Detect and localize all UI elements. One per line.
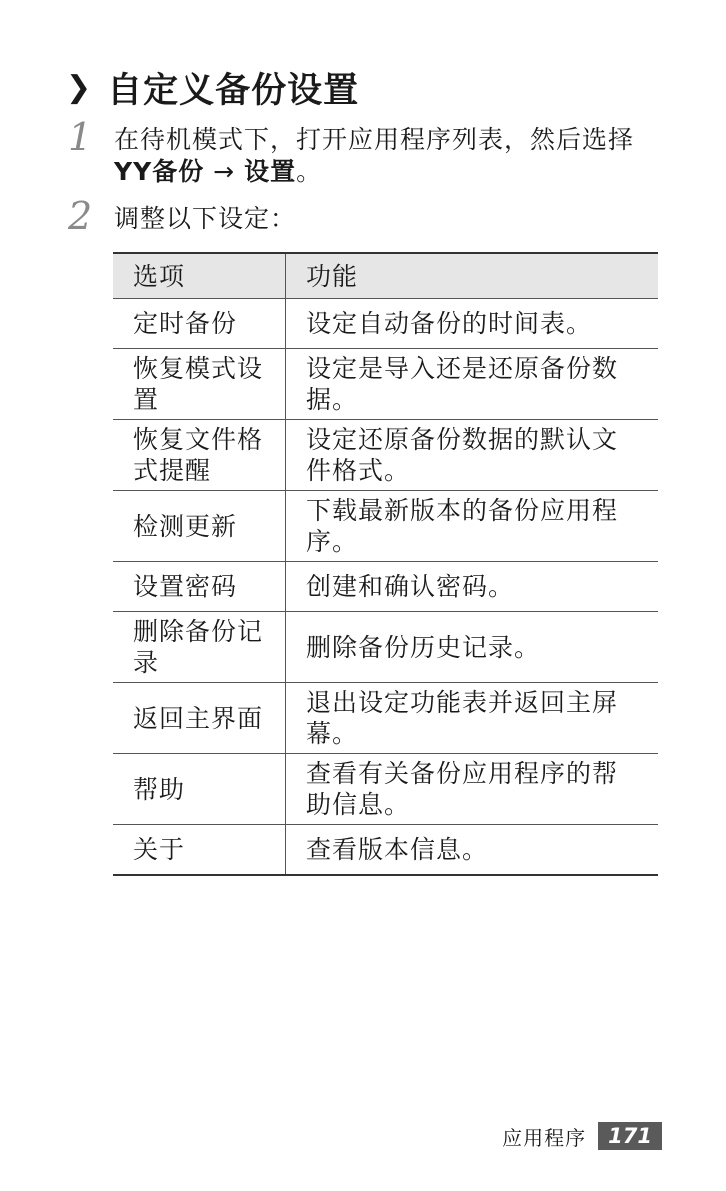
option-cell: 检测更新 xyxy=(113,491,286,562)
option-cell: 帮助 xyxy=(113,754,286,825)
table-header-row xyxy=(113,253,658,299)
option-cell: 恢复模式设置 xyxy=(113,349,286,420)
function-cell: 创建和确认密码。 xyxy=(286,562,659,612)
function-cell: 设定是导入还是还原备份数据。 xyxy=(286,349,659,420)
function-cell: 设定还原备份数据的默认文件格式。 xyxy=(286,420,659,491)
menu-item-settings: 设置 xyxy=(244,157,297,186)
page-title: 自定义备份设置 xyxy=(107,71,360,111)
step-text xyxy=(114,124,654,188)
option-cell: 删除备份记录 xyxy=(113,612,286,683)
option-cell: 关于 xyxy=(113,825,286,875)
table-row xyxy=(113,612,658,683)
column-header-function: 功能 xyxy=(286,253,659,299)
step-text-intro: 在待机模式下，打开应用程序列表，然后选择 xyxy=(114,125,635,154)
table-row xyxy=(113,299,658,349)
function-cell: 设定自动备份的时间表。 xyxy=(286,299,659,349)
menu-item-app: YY备份 xyxy=(114,157,205,186)
step-text: 调整以下设定： xyxy=(114,204,297,233)
step-text-end: 。 xyxy=(296,157,323,186)
table-row xyxy=(113,420,658,491)
table-row xyxy=(113,754,658,825)
option-cell: 设置密码 xyxy=(113,562,286,612)
step-number: 1 xyxy=(68,115,93,159)
column-header-option: 选项 xyxy=(113,253,286,299)
arrow-separator: → xyxy=(204,157,245,186)
option-cell: 返回主界面 xyxy=(113,683,286,754)
page-footer xyxy=(502,1121,662,1151)
table-row xyxy=(113,349,658,420)
table-row xyxy=(113,825,658,875)
chevron-right-icon: ❯ xyxy=(66,70,92,105)
section-heading xyxy=(66,62,359,114)
function-cell: 下载最新版本的备份应用程序。 xyxy=(286,491,659,562)
function-cell: 查看版本信息。 xyxy=(286,825,659,875)
function-cell: 删除备份历史记录。 xyxy=(286,612,659,683)
table-row xyxy=(113,562,658,612)
option-cell: 恢复文件格式提醒 xyxy=(113,420,286,491)
table-row xyxy=(113,683,658,754)
function-cell: 退出设定功能表并返回主屏幕。 xyxy=(286,683,659,754)
table-row xyxy=(113,491,658,562)
options-table xyxy=(113,252,658,876)
step-number: 2 xyxy=(68,194,93,238)
function-cell: 查看有关备份应用程序的帮助信息。 xyxy=(286,754,659,825)
page-number: 171 xyxy=(598,1122,662,1150)
footer-section-label: 应用程序 xyxy=(502,1125,587,1150)
option-cell: 定时备份 xyxy=(113,299,286,349)
